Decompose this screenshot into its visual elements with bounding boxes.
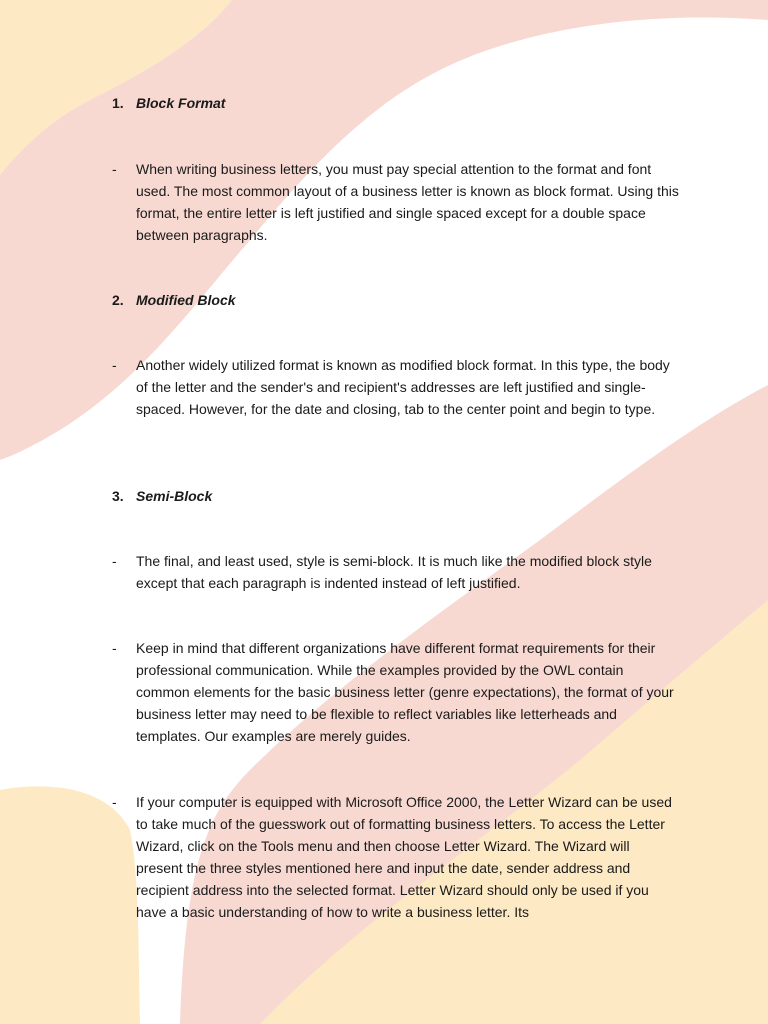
section-number: 3. (112, 488, 124, 504)
paragraph-text: Another widely utilized format is known as modified block format. In this type, the body of the letter and the sender's and recipient's addresses are left justified and single-spaced. However, for the date and closing, tab to the center point and begin to type. (136, 357, 670, 417)
section-title: Block Format (136, 95, 226, 111)
section-heading-block-format (112, 93, 225, 113)
bullet-dash: - (112, 357, 117, 373)
section-number: 2. (112, 292, 124, 308)
section-number: 1. (112, 95, 124, 111)
bullet-dash: - (112, 161, 117, 177)
paragraph-text: If your computer is equipped with Microsoft Office 2000, the Letter Wizard can be used to take much of the guesswork out of formatting business letters. To access the Letter Wizard, click on the Tools menu and then choose Letter Wizard. The Wizard will present the three styles mentioned here and input the date, sender address and recipient address into the selected format. Letter Wizard should only be used if you have a basic understanding of how to write a business letter. Its (136, 794, 672, 920)
paragraph-text: The final, and least used, style is semi-block. It is much like the modified block style except that each paragraph is indented instead of left justified. (136, 553, 652, 591)
bullet-dash: - (112, 640, 117, 656)
paragraph-text: When writing business letters, you must pay special attention to the format and font used. The most common layout of a business letter is known as block format. Using this format, the entire letter is left justified and single spaced except for a double space between paragraphs. (136, 161, 679, 243)
bullet-dash: - (112, 794, 117, 810)
paragraph-text: Keep in mind that different organizations have different format requirements for their professional communication. While the examples provided by the OWL contain common elements for the basic business letter (genre expectations), the format of your business letter may need to be flexible to reflect variables like letterheads and templates. Our examples are merely guides. (136, 640, 674, 744)
section-heading-semi-block (112, 486, 212, 506)
section-title: Semi-Block (136, 488, 213, 504)
section-heading-modified-block (112, 290, 236, 310)
section-title: Modified Block (136, 292, 236, 308)
bullet-dash: - (112, 553, 117, 569)
